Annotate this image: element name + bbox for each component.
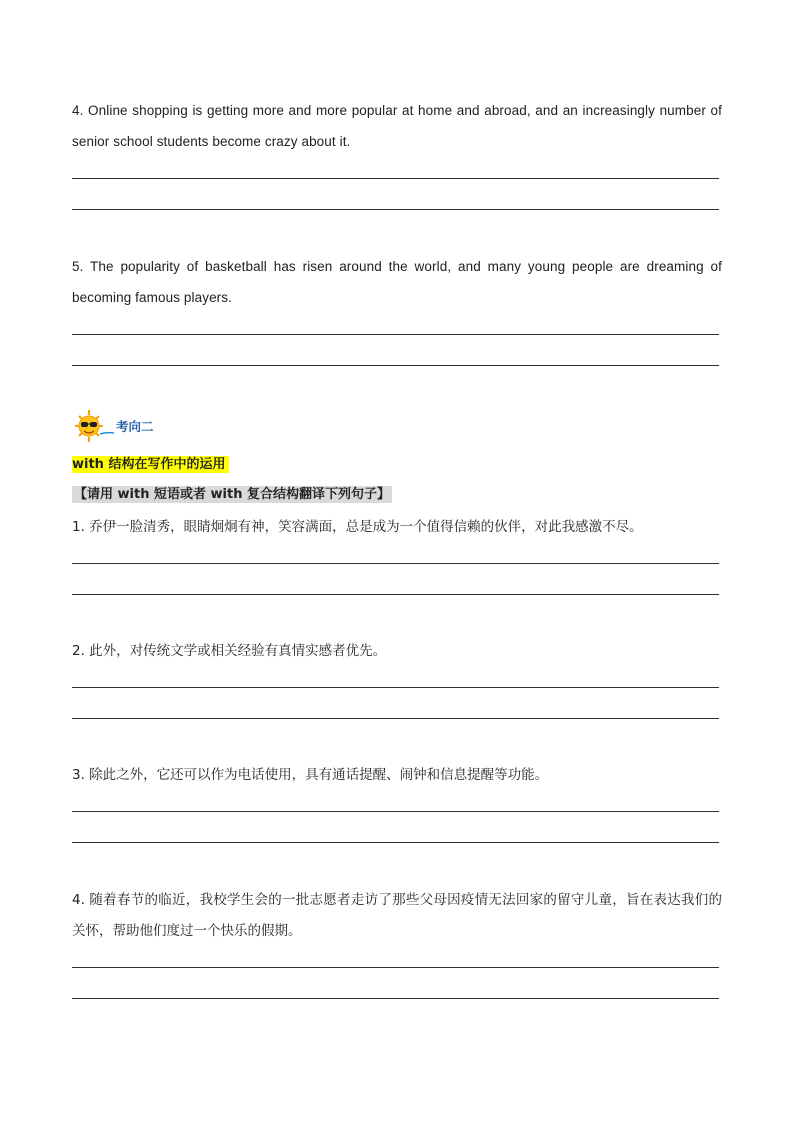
question-zh-2: 2. 此外，对传统文学或相关经验有真情实感者优先。	[72, 643, 387, 659]
sun-with-sunglasses-icon	[72, 408, 116, 444]
answer-line[interactable]	[72, 998, 719, 999]
answer-line[interactable]	[72, 967, 719, 968]
answer-line[interactable]	[72, 563, 719, 564]
answer-line[interactable]	[72, 811, 719, 812]
answer-line[interactable]	[72, 594, 719, 595]
question-en-4: 4. Online shopping is getting more and more popular at home and abroad, and an increasingly number of senior school students become crazy about it.	[72, 103, 722, 149]
section-header	[72, 408, 154, 444]
question-en-5: 5. The popularity of basketball has risen around the world, and many young people are dreaming of becoming famous players.	[72, 259, 722, 305]
answer-line[interactable]	[72, 365, 719, 366]
answer-line[interactable]	[72, 718, 719, 719]
section-title: 考向二	[116, 419, 154, 434]
answer-line[interactable]	[72, 687, 719, 688]
answer-line[interactable]	[72, 178, 719, 179]
answer-line[interactable]	[72, 842, 719, 843]
instruction-banner: 【请用 with 短语或者 with 复合结构翻译下列句子】	[74, 487, 390, 502]
question-zh-1: 1. 乔伊一脸清秀，眼睛炯炯有神，笑容满面，总是成为一个值得信赖的伙伴，对此我感激不尽。	[72, 519, 643, 535]
question-zh-4: 4. 随着春节的临近，我校学生会的一批志愿者走访了那些父母因疫情无法回家的留守儿童，旨在表达我们的关怀，帮助他们度过一个快乐的假期。	[72, 892, 722, 939]
answer-line[interactable]	[72, 209, 719, 210]
section-subtitle: with 结构在写作中的运用	[72, 456, 229, 473]
answer-line[interactable]	[72, 334, 719, 335]
question-zh-3: 3. 除此之外，它还可以作为电话使用，具有通话提醒、闹钟和信息提醒等功能。	[72, 767, 549, 783]
